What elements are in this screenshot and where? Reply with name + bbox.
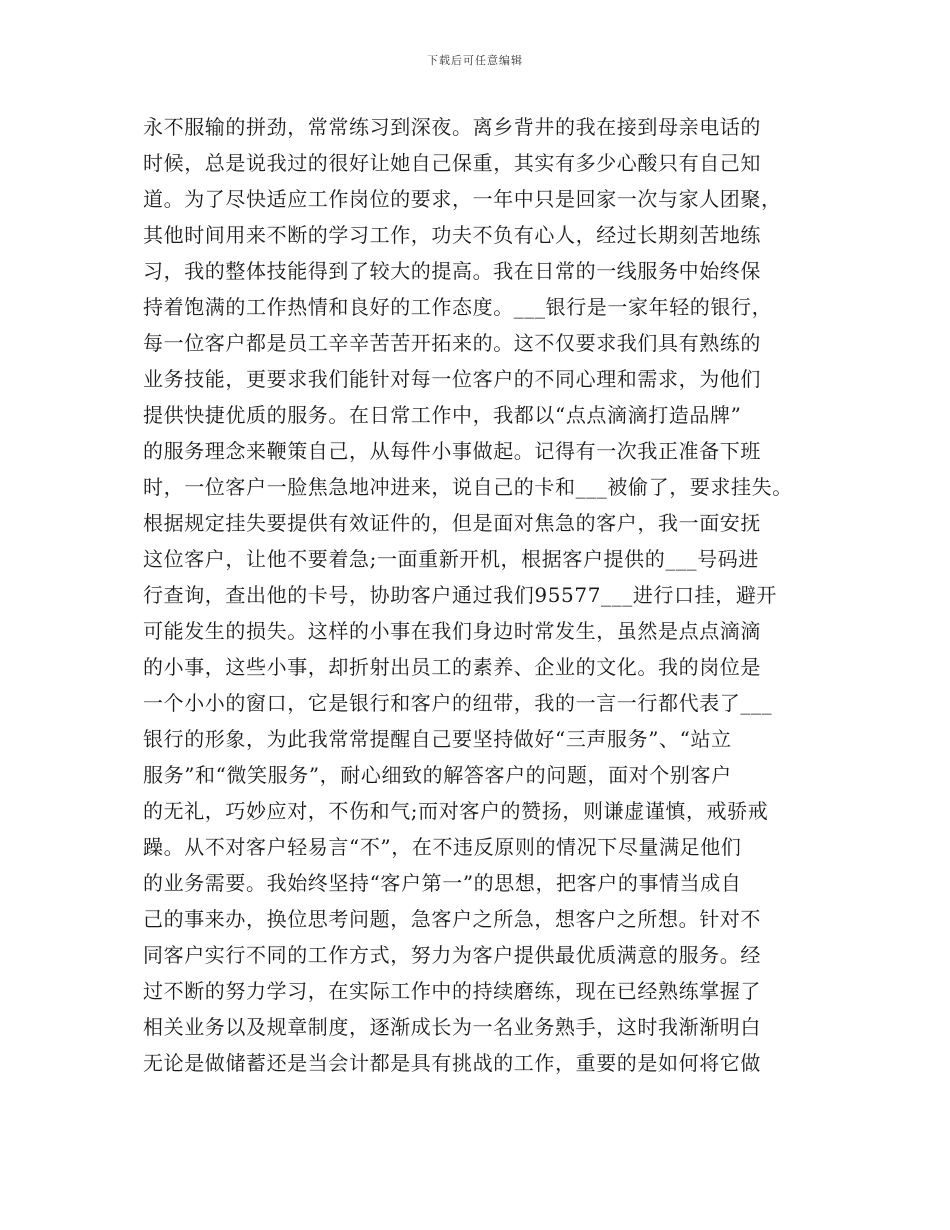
text-line: 同客户实行不同的工作方式，努力为客户提供最优质满意的服务。经 [143, 943, 761, 967]
text-line: 行查询，查出他的卡号，协助客户通过我们95577___进行口挂，避开 [143, 583, 778, 607]
text-line: 己的事来办，换位思考问题，急客户之所急，想客户之所想。针对不 [143, 907, 761, 931]
text-line: 服务”和“微笑服务”，耐心细致的解答客户的问题，面对个别客户 [143, 763, 732, 787]
body-text [143, 109, 833, 1081]
text-line: 其他时间用来不断的学习工作，功夫不负有心人，经过长期刻苦地练 [143, 223, 761, 247]
text-line: 一个小小的窗口，它是银行和客户的纽带，我的一言一行都代表了___ [143, 691, 773, 715]
text-line: 道。为了尽快适应工作岗位的要求，一年中只是回家一次与家人团聚， [143, 187, 782, 211]
text-line: 根据规定挂失要提供有效证件的，但是面对焦急的客户，我一面安抚 [143, 511, 761, 535]
text-line: 过不断的努力学习，在实际工作中的持续磨练，现在已经熟练掌握了 [143, 979, 761, 1003]
text-line: 业务技能，更要求我们能针对每一位客户的不同心理和需求，为他们 [143, 367, 761, 391]
text-line: 时，一位客户一脸焦急地冲进来，说自己的卡和___被偷了，要求挂失。 [143, 475, 793, 499]
text-line: 永不服输的拼劲，常常练习到深夜。离乡背井的我在接到母亲电话的 [143, 115, 761, 139]
text-line: 相关业务以及规章制度，逐渐成长为一名业务熟手，这时我渐渐明白 [143, 1015, 761, 1039]
text-line: 无论是做储蓄还是当会计都是具有挑战的工作，重要的是如何将它做 [143, 1051, 761, 1075]
text-line: 的业务需要。我始终坚持“客户第一”的思想，把客户的事情当成自 [143, 871, 742, 895]
text-line: 持着饱满的工作热情和良好的工作态度。___银行是一家年轻的银行， [143, 295, 773, 319]
text-line: 的服务理念来鞭策自己，从每件小事做起。记得有一次我正准备下班 [143, 439, 761, 463]
text-line: 的小事，这些小事，却折射出员工的素养、企业的文化。我的岗位是 [143, 655, 761, 679]
text-line: 习，我的整体技能得到了较大的提高。我在日常的一线服务中始终保 [143, 259, 761, 283]
text-line: 躁。从不对客户轻易言“不”，在不违反原则的情况下尽量满足他们 [143, 835, 742, 859]
text-line: 这位客户，让他不要着急;一面重新开机，根据客户提供的___号码进 [143, 547, 759, 571]
text-line: 每一位客户都是员工辛辛苦苦开拓来的。这不仅要求我们具有熟练的 [143, 331, 761, 355]
text-line: 的无礼，巧妙应对，不伤和气;而对客户的赞扬，则谦虚谨慎，戒骄戒 [143, 799, 769, 823]
page-header: 下载后可任意编辑 [427, 54, 523, 67]
text-line: 银行的形象，为此我常常提醒自己要坚持做好“三声服务”、“站立 [143, 727, 732, 751]
text-line: 提供快捷优质的服务。在日常工作中，我都以“点点滴滴打造品牌” [143, 403, 742, 427]
text-line: 可能发生的损失。这样的小事在我们身边时常发生，虽然是点点滴滴 [143, 619, 761, 643]
text-line: 时候，总是说我过的很好让她自己保重，其实有多少心酸只有自己知 [143, 151, 761, 175]
